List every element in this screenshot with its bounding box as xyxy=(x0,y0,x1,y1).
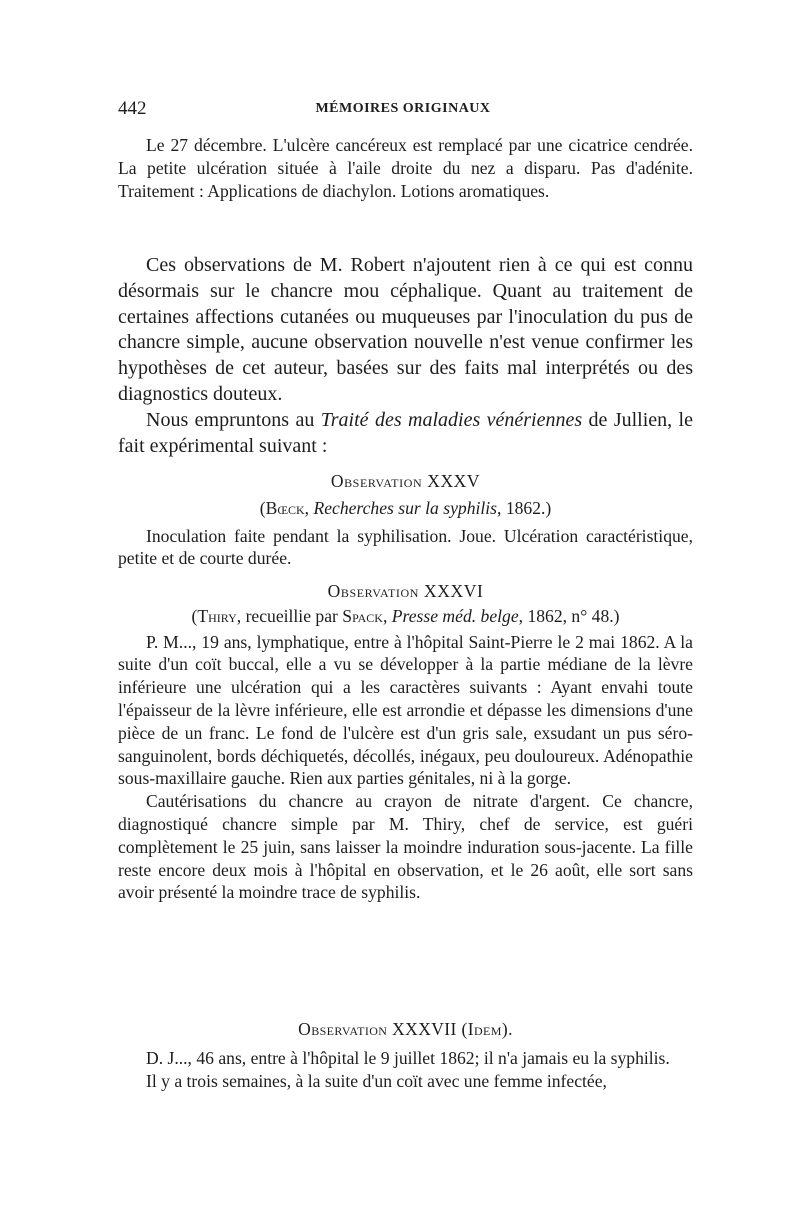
observation-35-block xyxy=(118,470,693,570)
commentary-p2-start: Nous empruntons au xyxy=(146,408,321,431)
book-title: Traité des maladies vénériennes xyxy=(320,408,583,431)
observation-37-heading: Observation XXXVII (Idem). xyxy=(298,1019,513,1039)
source-title: Recherches sur la syphilis xyxy=(313,497,498,518)
observation-37-paragraph-2: Il y a trois semaines, à la suite d'un coït avec une femme infectée, xyxy=(146,1070,607,1091)
intro-block xyxy=(118,134,693,202)
observation-36-paragraph-2: Cautérisations du chancre au crayon de nitrate d'argent. Ce chancre, diagnostiqué chancre simple par M. Thiry, chef de service, est guéri complètement le 25 juin, sans laisser la moindre induration sous-jacente. La fille reste encore deux mois à l'hôpital en observation, et le 26 août, elle sort sans avoir présenté la moindre trace de syphilis. xyxy=(118,791,693,903)
observation-37-block xyxy=(118,1018,693,1092)
running-head xyxy=(118,98,688,122)
observation-36-source xyxy=(118,605,693,628)
observation-36-block xyxy=(118,580,693,904)
intro-paragraph: Le 27 décembre. L'ulcère cancéreux est remplacé par une cicatrice cendrée. La petite ulcération située à l'aile droite du nez a disparu. Pas d'adénite. Traitement : Applications de diachylon. Lotions aromatiques. xyxy=(118,135,693,201)
source-paren: ( xyxy=(191,605,198,626)
commentary-paragraph-2 xyxy=(118,408,693,460)
observation-36-heading: Observation XXXVI xyxy=(327,581,484,601)
observation-37-paragraph-1: D. J..., 46 ans, entre à l'hôpital le 9 juillet 1862; il n'a jamais eu la syphilis. xyxy=(146,1047,670,1068)
source-paren: ( xyxy=(259,497,266,518)
source-end: , 1862.) xyxy=(497,497,552,518)
source-journal: Presse méd. belge xyxy=(391,605,519,626)
commentary-p2-end: de Jullien, le fait expérimental suivant : xyxy=(118,408,693,457)
source-author: Bœck xyxy=(265,497,305,518)
commentary-block xyxy=(118,253,693,459)
running-title: MÉMOIRES ORIGINAUX xyxy=(315,101,491,116)
source-end: , 1862, n° 48.) xyxy=(518,605,620,626)
source-separator: , xyxy=(304,497,314,518)
page-number: 442 xyxy=(118,98,147,119)
observation-35-heading: Observation XXXV xyxy=(330,471,481,491)
observation-35-source xyxy=(118,497,693,520)
commentary-paragraph-1: Ces observations de M. Robert n'ajoutent rien à ce qui est connu désormais sur le chancre mou céphalique. Quant au traitement de certaines affections cutanées ou muqueuses par l'inoculation du pus de chancre simple, aucune observation nouvelle n'est venue confirmer les hypothèses de cet auteur, basées sur des faits mal interprétés ou des diagnostics douteux. xyxy=(118,254,693,405)
source-author: Thiry xyxy=(197,605,237,626)
source-middle: , recueillie par xyxy=(236,605,343,626)
source-separator: , xyxy=(382,605,392,626)
observation-36-paragraph-1: P. M..., 19 ans, lymphatique, entre à l'hôpital Saint-Pierre le 2 mai 1862. A la suite d'un coït buccal, elle a vu se développer à la partie médiane de la lèvre inférieure une ulcération qui a les caractères suivants : Ayant envahi toute l'épaisseur de la lèvre inférieure, elle est arrondie et dépasse les dimensions d'une pièce de un franc. Le fond de l'ulcère est d'un gris sale, exsudant un pus séro-sanguinolent, bords déchiquetés, décollés, inégaux, peu douloureux. Adénopathie sous-maxillaire gauche. Rien aux parties génitales, ni à la gorge. xyxy=(118,631,693,789)
observation-35-text: Inoculation faite pendant la syphilisation. Joue. Ulcération caractéristique, petite et de courte durée. xyxy=(118,525,693,569)
source-collector: Spack xyxy=(342,605,383,626)
